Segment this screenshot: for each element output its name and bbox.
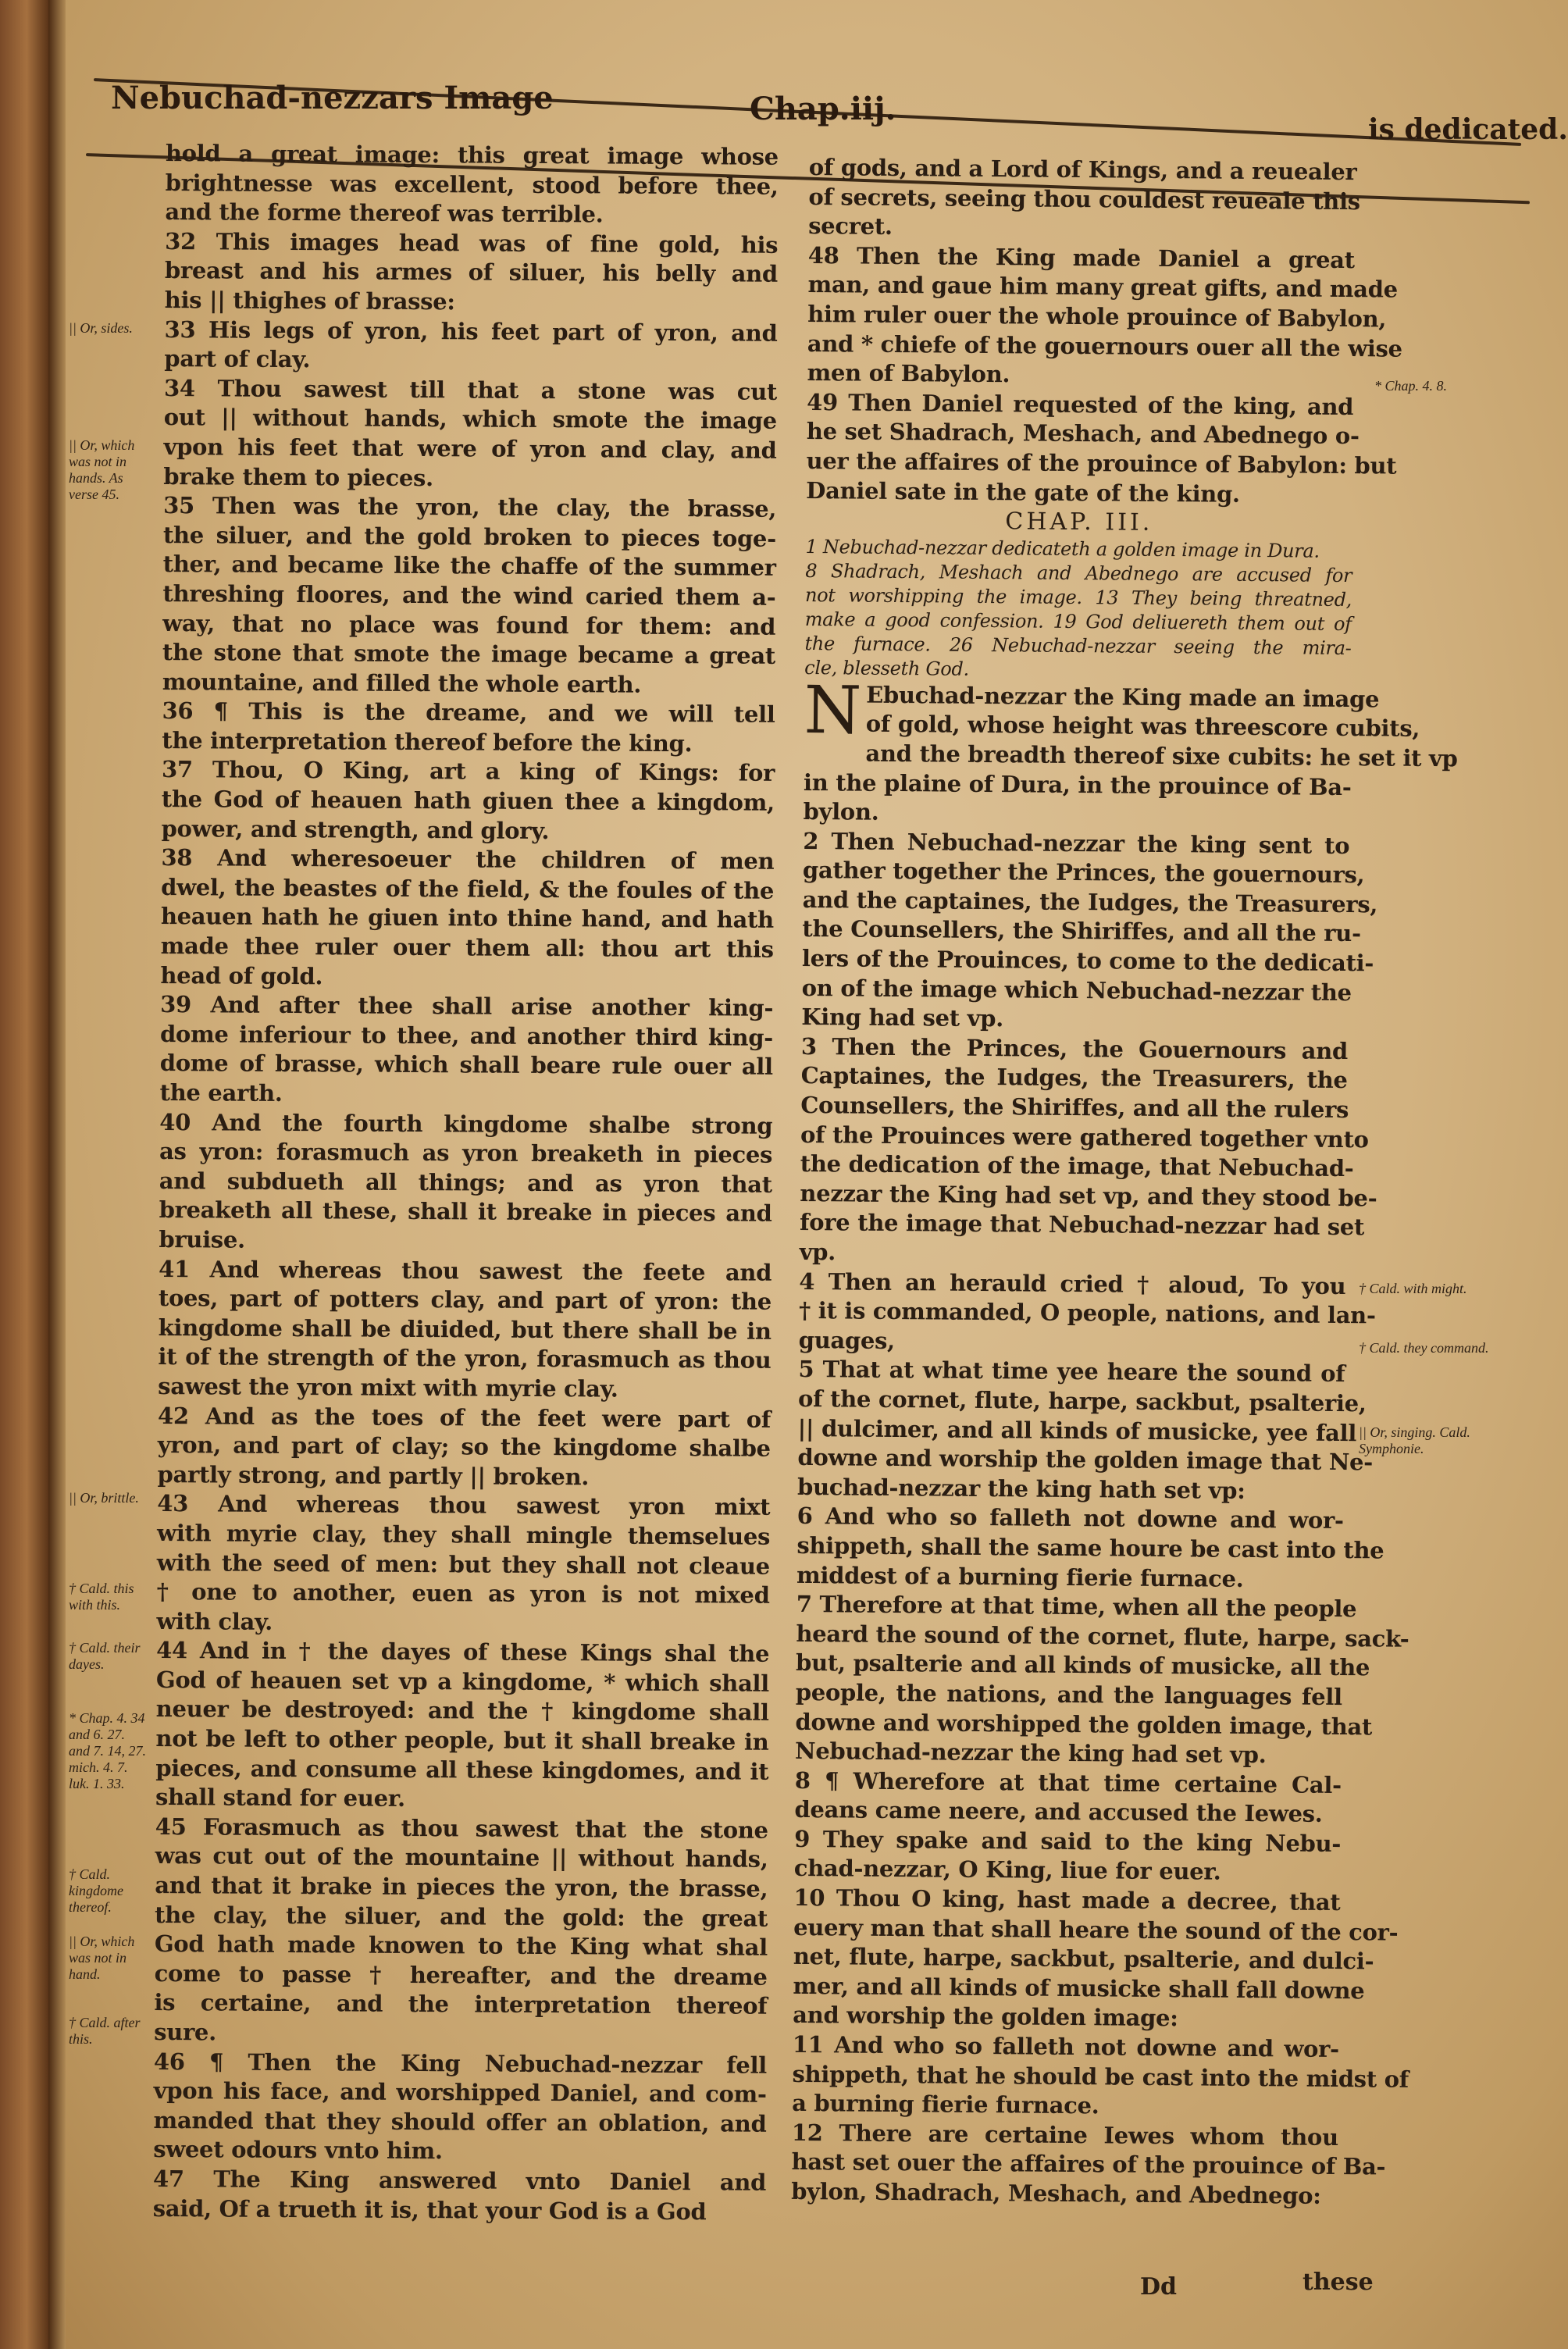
- text-line: the interpretation thereof before the king.: [162, 726, 693, 757]
- text-line: kingdome shall be diuided, but there shall be in: [158, 1314, 772, 1345]
- text-line: † it is commanded, O people, nations, and lan-: [798, 1297, 1376, 1329]
- text-line: and * chiefe of the gouernours ouer all the wise: [807, 330, 1402, 362]
- text-line: 11 And who so falleth not downe and wor-: [792, 2030, 1339, 2063]
- text-line: euery man that shall heare the sound of the cor-: [793, 1913, 1399, 1946]
- text-line: 10 Thou O king, hast made a decree, that: [793, 1884, 1341, 1916]
- text-line: neuer be destroyed: and the † kingdome shall: [155, 1695, 769, 1727]
- text-line: breaketh all these, shall it breake in pieces and: [159, 1196, 772, 1228]
- text-line: sawest the yron mixt with myrie clay.: [158, 1372, 618, 1403]
- text-line: Ebuchad-nezzar the King made an image: [866, 681, 1380, 713]
- text-line: his || thighes of brasse:: [164, 286, 455, 315]
- text-line: 6 And who so falleth not downe and wor-: [796, 1502, 1344, 1535]
- text-line: toes, part of potters clay, and part of yron: the: [158, 1285, 772, 1315]
- text-line: he set Shadrach, Meshach, and Abednego o-: [806, 418, 1360, 450]
- text-line: and the forme thereof was terrible.: [165, 198, 604, 228]
- facing-page-edge: [0, 0, 48, 2349]
- text-line: come to passe † hereafter, and the dreame: [154, 1959, 768, 1991]
- text-line: King had set vp.: [801, 1003, 1004, 1032]
- text-line: vpon his face, and worshipped Daniel, and com-: [153, 2077, 767, 2108]
- text-line: 12 There are certaine Iewes whom thou: [791, 2119, 1339, 2151]
- text-line: the stone that smote the image became a great: [162, 639, 776, 669]
- text-line: 45 Forasmuch as thou sawest that the stone: [155, 1813, 768, 1844]
- text-line: way, that no place was found for them: and: [162, 609, 776, 640]
- text-line: of the cornet, flute, harpe, sackbut, psalterie,: [797, 1385, 1367, 1417]
- text-line: 2 Then Nebuchad-nezzar the king sent to: [803, 827, 1350, 859]
- text-line: dome inferiour to thee, and another third king-: [159, 1020, 774, 1051]
- text-line: the clay, the siluer, and the gold: the great: [155, 1901, 768, 1932]
- text-line: 41 And whereas thou sawest the feete and: [159, 1255, 772, 1286]
- text-line: the Counsellers, the Shiriffes, and all the ru-: [802, 915, 1361, 947]
- text-line: men of Babylon.: [807, 359, 1010, 388]
- text-line: 48 Then the King made Daniel a great: [807, 241, 1355, 273]
- text-line: of the Prouinces were gathered together vnto: [800, 1121, 1369, 1153]
- text-line: vp.: [799, 1238, 836, 1266]
- text-line: bylon.: [803, 798, 879, 825]
- text-line: not be left to other people, but it shall breake in: [155, 1725, 769, 1756]
- text-line: a burning fierie furnace.: [792, 2090, 1099, 2119]
- text-line: sweet odours vnto him.: [153, 2136, 443, 2165]
- text-line: not worshipping the image. 13 They being threatned,: [804, 583, 1352, 611]
- text-line: brake them to pieces.: [163, 462, 433, 491]
- text-line: on of the image which Nebuchad-nezzar the: [801, 974, 1352, 1006]
- text-line: man, and gaue him many great gifts, and made: [807, 271, 1398, 303]
- text-line: the God of heauen hath giuen thee a kingdom,: [161, 786, 775, 816]
- text-line: with the seed of men: but they shall not cleaue: [156, 1549, 770, 1580]
- margin-note: * Chap. 4. 34 and 6. 27. and 7. 14, 27. mich. 4. 7. luk. 1. 33.: [69, 1710, 146, 1791]
- text-line: secret.: [808, 212, 893, 241]
- text-line: 42 And as the toes of the feet were part of: [157, 1402, 772, 1433]
- text-line: 34 Thou sawest till that a stone was cut: [163, 374, 778, 405]
- text-line: breast and his armes of siluer, his belly and: [164, 257, 779, 288]
- text-line: threshing floores, and the wind caried them a-: [162, 579, 776, 611]
- text-line: bruise.: [159, 1225, 245, 1253]
- text-line: 9 They spake and said to the king Nebu-: [794, 1825, 1342, 1857]
- text-line: of gold, whose height was threescore cubits,: [865, 710, 1420, 743]
- text-line: brightnesse was excellent, stood before thee,: [165, 169, 779, 200]
- text-line: make a good confession. 19 God deliuereth them out of: [804, 608, 1352, 635]
- text-line: the furnace. 26 Nebuchad-nezzar seeing the mira-: [804, 632, 1352, 659]
- running-head-right: is dedicated.: [1368, 113, 1568, 146]
- text-line: 47 The King answered vnto Daniel and: [152, 2165, 767, 2196]
- text-line: buchad-nezzar the king hath set vp:: [796, 1473, 1245, 1504]
- text-line: the siluer, and the gold broken to pieces toge-: [162, 521, 776, 552]
- text-line: Captaines, the Iudges, the Treasurers, the: [800, 1062, 1348, 1094]
- text-line: power, and strength, and glory.: [161, 814, 550, 844]
- text-line: head of gold.: [160, 961, 323, 989]
- text-line: gather together the Princes, the gouernours,: [802, 857, 1365, 889]
- text-line: is certaine, and the interpretation thereof: [154, 1989, 768, 2020]
- text-line: uer the affaires of the prouince of Babylon: but: [806, 447, 1397, 479]
- margin-note: || Or, sides.: [69, 320, 133, 336]
- text-line: hast set ouer the affaires of the prouince of Ba-: [791, 2148, 1386, 2180]
- text-line: and that it brake in pieces the yron, the brasse,: [155, 1871, 768, 1902]
- text-line: but, psalterie and all kinds of musicke, all the: [795, 1649, 1370, 1681]
- text-line: out || without hands, which smote the image: [163, 404, 777, 435]
- text-line: Nebuchad-nezzar the king had set vp.: [794, 1738, 1267, 1769]
- text-line: 44 And in † the dayes of these Kings shal the: [156, 1637, 770, 1668]
- margin-note: † Cald. their dayes.: [69, 1640, 141, 1672]
- margin-note: † Cald. they command.: [1359, 1340, 1489, 1356]
- text-line: and the breadth thereof sixe cubits: he set it vp: [865, 740, 1458, 772]
- text-line: 1 Nebuchad-nezzar dedicateth a golden image in Dura.: [805, 535, 1320, 562]
- margin-note: * Chap. 4. 8.: [1374, 378, 1448, 394]
- book-gutter: [48, 0, 66, 2349]
- chapter-summary: [804, 535, 1352, 685]
- text-line: in the plaine of Dura, in the prouince of Ba-: [803, 768, 1352, 800]
- text-line: 3 Then the Princes, the Gouernours and: [800, 1032, 1349, 1064]
- text-line: shippeth, that he should be cast into the midst of: [792, 2060, 1409, 2093]
- text-line: of gods, and a Lord of Kings, and a reuealer: [808, 153, 1357, 186]
- text-line: dome of brasse, which shall beare rule ouer all: [159, 1050, 773, 1081]
- text-line: Daniel sate in the gate of the king.: [806, 476, 1240, 508]
- text-line: shall stand for euer.: [155, 1784, 406, 1813]
- signature-mark: Dd: [1140, 2273, 1177, 2301]
- text-line: † one to another, euen as yron is not mixed: [156, 1578, 770, 1609]
- text-line: the dedication of the image, that Nebuchad-: [800, 1150, 1354, 1182]
- text-line: said, Of a trueth it is, that your God is a God: [152, 2194, 707, 2225]
- text-line: mountaine, and filled the whole earth.: [162, 668, 642, 698]
- text-line: hold a great image: this great image whose: [165, 139, 779, 170]
- text-line: the earth.: [159, 1078, 283, 1107]
- text-line: yron, and part of clay; so the kingdome shalbe: [157, 1431, 771, 1462]
- text-line: with clay.: [156, 1607, 273, 1635]
- text-line: and worship the golden image:: [793, 2001, 1178, 2032]
- text-line: pieces, and consume all these kingdomes, and it: [155, 1754, 769, 1785]
- text-line: part of clay.: [164, 345, 311, 373]
- text-line: 5 That at what time yee heare the sound of: [798, 1356, 1345, 1388]
- drop-cap: N: [804, 671, 862, 749]
- text-line: 46 ¶ Then the King Nebuchad-nezzar fell: [153, 2048, 768, 2079]
- text-line: heard the sound of the cornet, flute, harpe, sack-: [796, 1620, 1409, 1652]
- text-line: net, flute, harpe, sackbut, psalterie, and dulci-: [793, 1943, 1374, 1975]
- text-line: as yron: forasmuch as yron breaketh in pieces: [159, 1138, 773, 1168]
- text-line: 33 His legs of yron, his feet part of yron, and: [164, 315, 778, 347]
- text-line: bylon, Shadrach, Meshach, and Abednego:: [791, 2177, 1321, 2209]
- text-line: heauen hath he giuen into thine hand, and hath: [160, 903, 775, 934]
- text-line: 36 ¶ This is the dreame, and we will tell: [162, 697, 775, 729]
- text-line: middest of a burning fierie furnace.: [796, 1561, 1244, 1592]
- catchword: these: [1303, 2269, 1374, 2296]
- margin-note: † Cald. with might.: [1359, 1281, 1467, 1296]
- margin-note: † Cald. this with this.: [69, 1581, 134, 1613]
- running-head-chapter: Chap.iij.: [750, 91, 896, 127]
- text-line: it of the strength of the yron, forasmuch as thou: [158, 1343, 772, 1374]
- text-line: God of heauen set vp a kingdome, * which shall: [155, 1666, 770, 1697]
- text-line: lers of the Prouinces, to come to the dedicati-: [801, 945, 1374, 977]
- left-text-column: [153, 139, 779, 2227]
- text-line: 8 ¶ Wherefore at that time certaine Cal-: [794, 1766, 1342, 1798]
- text-line: and subdueth all things; and as yron that: [159, 1167, 772, 1198]
- text-line: nezzar the King had set vp, and they stood be-: [800, 1179, 1377, 1212]
- text-line: made thee ruler ouer them all: thou art this: [160, 932, 774, 963]
- text-line: of secrets, seeing thou couldest reueale this: [808, 183, 1360, 215]
- text-line: 4 Then an herauld cried † aloud, To you: [799, 1267, 1346, 1299]
- text-line: 39 And after thee shall arise another king-: [160, 991, 774, 1021]
- margin-note: || Or, singing. Cald. Symphonie.: [1359, 1424, 1470, 1456]
- text-line: ther, and became like the chaffe of the summer: [162, 551, 776, 582]
- text-line: vpon his feet that were of yron and clay, and: [163, 433, 777, 464]
- running-head-left: Nebuchad-nezzars Image: [111, 80, 554, 116]
- margin-note: † Cald. kingdome thereof.: [69, 1866, 123, 1915]
- text-line: people, the nations, and the languages fell: [795, 1678, 1342, 1710]
- text-line: || dulcimer, and all kinds of musicke, yee fall: [797, 1414, 1357, 1446]
- text-line: fore the image that Nebuchad-nezzar had set: [799, 1209, 1365, 1241]
- text-line: chad-nezzar, O King, liue for euer.: [793, 1855, 1221, 1886]
- margin-note: † Cald. after this.: [69, 2015, 141, 2047]
- text-line: 8 Shadrach, Meshach and Abednego are accused for: [805, 559, 1352, 586]
- text-line: 49 Then Daniel requested of the king, and: [807, 388, 1354, 420]
- text-line: him ruler ouer the whole prouince of Babylon,: [807, 300, 1387, 333]
- text-line: 32 This images head was of fine gold, his: [165, 227, 779, 258]
- margin-note: || Or, which was not in hands. As verse 45.: [69, 437, 135, 502]
- text-line: 40 And the fourth kingdome shalbe strong: [159, 1108, 773, 1139]
- text-line: dwel, the beastes of the field, & the foules of the: [161, 873, 775, 904]
- text-line: 38 And wheresoeuer the children of men: [161, 844, 775, 875]
- text-line: sure.: [154, 2018, 217, 2046]
- text-line: 37 Thou, O King, art a king of Kings: for: [161, 756, 775, 787]
- margin-note: || Or, which was not in hand.: [69, 1934, 135, 1982]
- text-line: Counsellers, the Shiriffes, and all the rulers: [800, 1091, 1349, 1124]
- text-line: guages,: [798, 1326, 896, 1354]
- text-line: God hath made knowen to the King what shal: [154, 1930, 768, 1961]
- text-line: downe and worshipped the golden image, that: [795, 1708, 1373, 1740]
- text-line: mer, and all kinds of musicke shall fall downe: [793, 1972, 1365, 2005]
- text-line: partly strong, and partly || broken.: [157, 1460, 590, 1491]
- chapter-heading: CHAP. III.: [1005, 508, 1153, 536]
- text-line: 43 And whereas thou sawest yron mixt: [157, 1490, 771, 1521]
- text-line: downe and worship the golden image that Ne-: [797, 1444, 1374, 1476]
- text-line: cle, blesseth God.: [804, 656, 969, 680]
- text-line: 35 Then was the yron, the clay, the brasse,: [163, 492, 777, 522]
- text-line: manded that they should offer an oblation, and: [153, 2106, 767, 2137]
- margin-note: || Or, brittle.: [69, 1490, 139, 1506]
- text-line: with myrie clay, they shall mingle themselues: [156, 1519, 771, 1550]
- text-line: was cut out of the mountaine || without hands,: [155, 1842, 768, 1873]
- text-line: 7 Therefore at that time, when all the people: [796, 1591, 1357, 1623]
- text-line: shippeth, shall the same houre be cast into the: [796, 1531, 1384, 1564]
- text-line: deans came neere, and accused the Iewes.: [794, 1796, 1323, 1828]
- text-line: and the captaines, the Iudges, the Treasurers,: [802, 886, 1378, 918]
